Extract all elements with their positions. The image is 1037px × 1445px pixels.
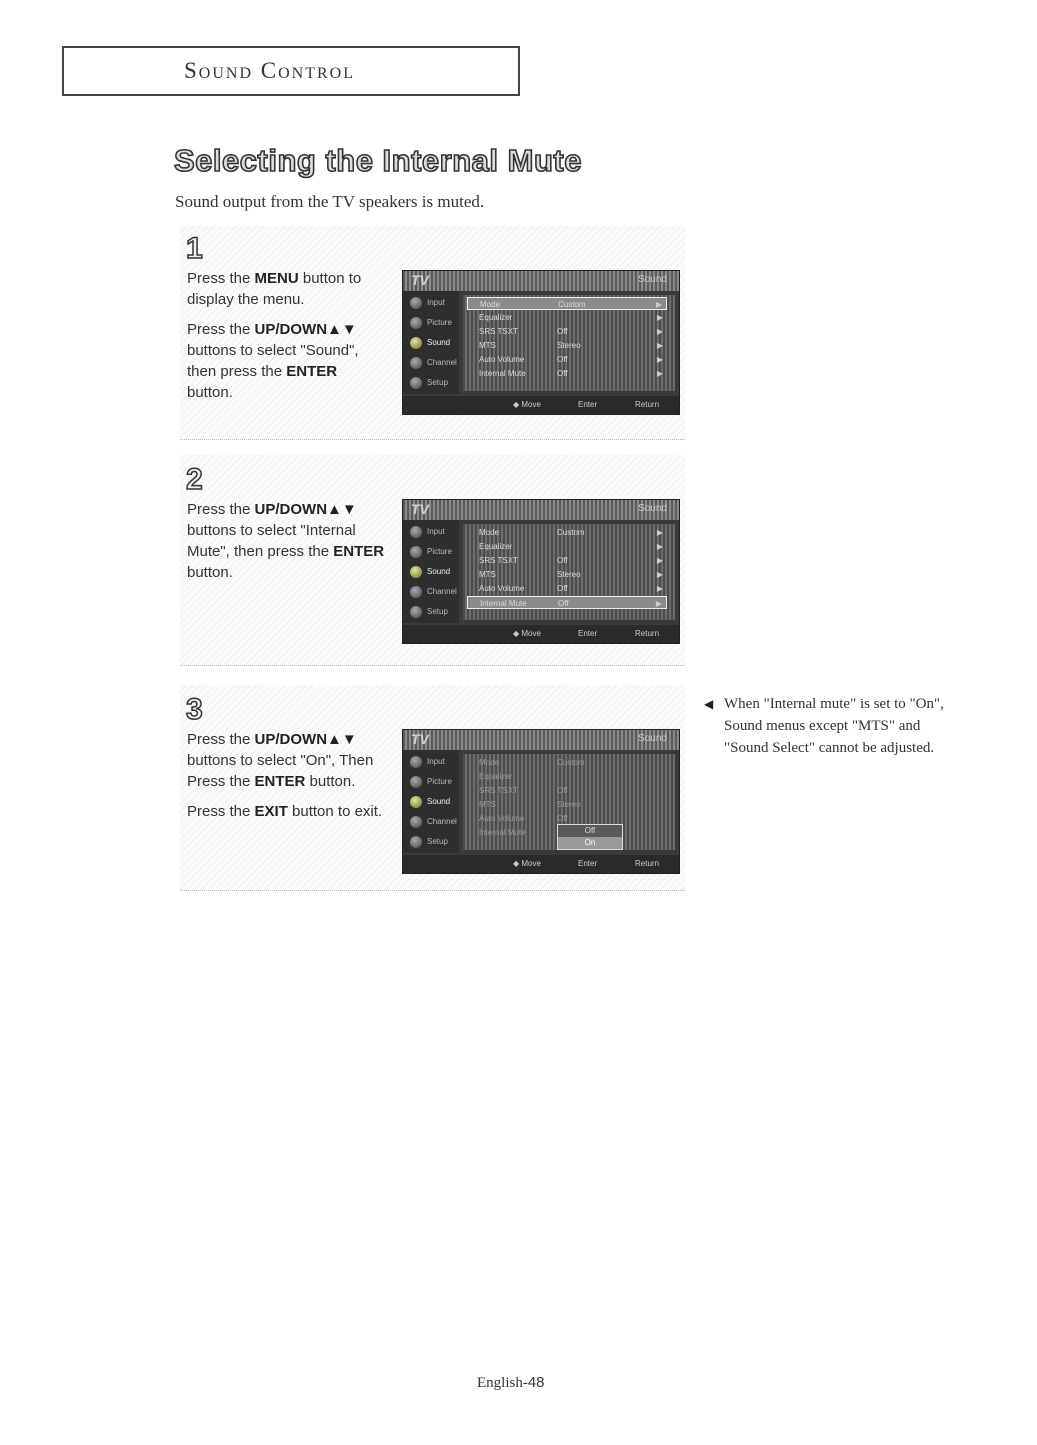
step-2 — [180, 455, 685, 666]
page-number-value: 48 — [527, 1374, 545, 1391]
step-number: 2 — [186, 463, 203, 496]
side-item-picture: Picture — [407, 773, 457, 791]
side-item-sound: Sound — [407, 793, 457, 811]
footer-return-hint: Return — [635, 629, 660, 638]
footer-move-hint: ◆ Move — [513, 400, 541, 409]
side-item-input: Input — [407, 753, 457, 771]
instruction-paragraph: Press the UP/DOWN▲▼ buttons to select "Internal Mute", then press the ENTER button. — [187, 501, 385, 581]
tv-osd-header — [403, 271, 679, 291]
instruction-paragraph: Press the EXIT button to exit. — [187, 803, 383, 820]
footer-move-hint: ◆ Move — [513, 859, 541, 868]
menu-row-internal-mute: Internal Mute — [479, 828, 526, 837]
tv-osd-header — [403, 500, 679, 520]
left-triangle-icon: ◀ — [704, 697, 714, 711]
side-item-picture: Picture — [407, 314, 457, 332]
tv-screen-internal-mute-options — [402, 729, 680, 874]
menu-row-auto-volume: Auto Volume Off — [479, 814, 568, 823]
step-1 — [180, 226, 685, 440]
menu-row-mts: MTS Stereo — [479, 800, 581, 809]
footer-enter-hint: Enter — [578, 629, 598, 638]
footer-return-hint: Return — [635, 400, 660, 409]
tv-sound-menu — [463, 524, 675, 620]
menu-row-mts: MTS Stereo ▶ — [479, 341, 663, 350]
tv-screen-sound-menu — [402, 270, 680, 415]
footer-enter-hint: Enter — [578, 400, 598, 409]
menu-row-srs-tsxt: SRS TSXT Off ▶ — [479, 556, 663, 565]
tv-menu-title: Sound — [638, 733, 667, 744]
tv-side-menu — [403, 750, 459, 853]
menu-row-srs-tsxt: SRS TSXT Off — [479, 786, 568, 795]
side-item-input: Input — [407, 294, 457, 312]
side-item-picture: Picture — [407, 543, 457, 561]
menu-row-equalizer: Equalizer — [479, 772, 513, 781]
side-item-sound: Sound — [407, 334, 457, 352]
side-item-channel: Channel — [407, 354, 457, 372]
tv-side-menu — [403, 291, 459, 394]
step-number: 1 — [186, 232, 203, 265]
side-item-setup: Setup — [407, 603, 457, 621]
option-off: Off — [584, 826, 596, 835]
tv-osd-header — [403, 730, 679, 750]
page-number — [477, 1374, 545, 1392]
tv-sound-menu — [463, 295, 675, 391]
page-subtitle: Sound output from the TV speakers is muted. — [175, 192, 485, 211]
tv-osd-footer — [403, 855, 679, 873]
side-item-input: Input — [407, 523, 457, 541]
page-title: Selecting the Internal Mute — [174, 143, 582, 178]
menu-row-internal-mute: Internal Mute Off ▶ — [479, 369, 663, 378]
option-on: On — [558, 837, 622, 849]
step-instructions — [187, 499, 387, 592]
menu-row-mts: MTS Stereo ▶ — [479, 570, 663, 579]
side-item-channel: Channel — [407, 583, 457, 601]
side-item-setup: Setup — [407, 833, 457, 851]
menu-row-auto-volume: Auto Volume Off ▶ — [479, 355, 663, 364]
note-text: When "Internal mute" is set to "On", Sound menus except "MTS" and "Sound Select" cannot be adjusted. — [724, 696, 944, 756]
menu-row-equalizer: Equalizer ▶ — [479, 313, 663, 322]
step-instructions — [187, 729, 387, 831]
menu-row-internal-mute: Internal Mute Off ▶ — [467, 596, 667, 609]
menu-row-mode: Mode Custom ▶ — [467, 297, 667, 310]
footer-return-hint: Return — [635, 859, 660, 868]
tv-brand-label: TV — [411, 501, 429, 517]
section-header-label: Sound Control — [184, 58, 355, 83]
menu-row-srs-tsxt: SRS TSXT Off ▶ — [479, 327, 663, 336]
instruction-paragraph: Press the UP/DOWN▲▼ buttons to select "On", Then Press the ENTER button. — [187, 731, 374, 790]
tv-brand-label: TV — [411, 272, 429, 288]
step-instructions — [187, 268, 387, 412]
footer-enter-hint: Enter — [578, 859, 598, 868]
step-number: 3 — [186, 693, 203, 726]
step-3 — [180, 685, 685, 891]
side-item-channel: Channel — [407, 813, 457, 831]
menu-row-equalizer: Equalizer ▶ — [479, 542, 663, 551]
tv-menu-title: Sound — [638, 274, 667, 285]
instruction-paragraph: Press the UP/DOWN▲▼ buttons to select "Sound", then press the ENTER button. — [187, 321, 359, 401]
side-item-setup: Setup — [407, 374, 457, 392]
tv-screen-internal-mute-selected — [402, 499, 680, 644]
tv-brand-label: TV — [411, 731, 429, 747]
menu-row-mode: Mode Custom — [479, 758, 585, 767]
page-language: English- — [477, 1375, 528, 1391]
menu-row-mode: Mode Custom ▶ — [479, 528, 663, 537]
tv-osd-footer — [403, 625, 679, 643]
instruction-paragraph: Press the MENU button to display the menu. — [187, 270, 362, 308]
internal-mute-options-popup — [557, 824, 623, 850]
menu-row-auto-volume: Auto Volume Off ▶ — [479, 584, 663, 593]
tv-osd-footer — [403, 396, 679, 414]
tv-side-menu — [403, 520, 459, 623]
tv-menu-title: Sound — [638, 503, 667, 514]
footer-move-hint: ◆ Move — [513, 629, 541, 638]
side-item-sound: Sound — [407, 563, 457, 581]
tv-sound-menu — [463, 754, 675, 850]
section-header-box — [62, 46, 520, 96]
